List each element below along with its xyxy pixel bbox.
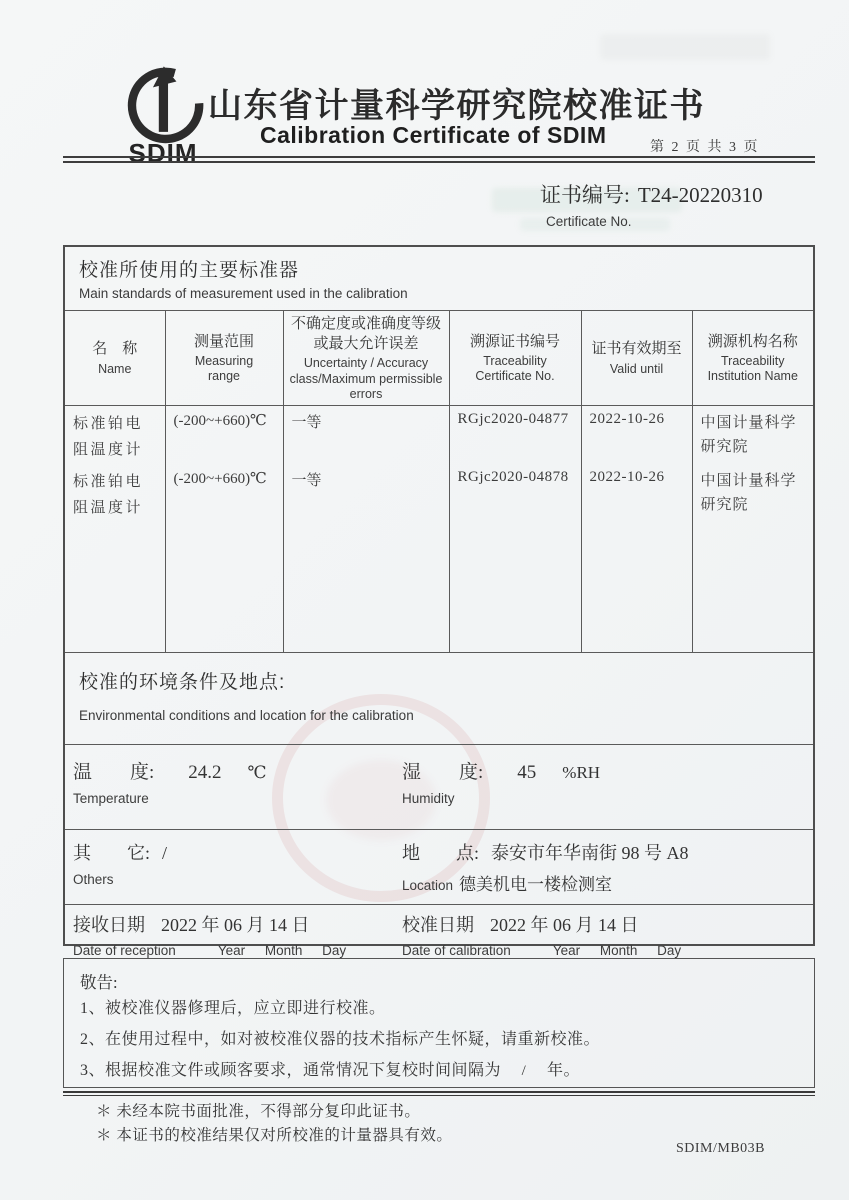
cell-cert-no: RGjc2020-04878 — [449, 464, 581, 652]
standards-table-row — [65, 464, 813, 652]
dates-row — [65, 904, 813, 958]
notice-item-3-suffix: 年。 — [547, 1062, 581, 1079]
reception-date-value: 2022 年 06 月 14 日 — [161, 914, 310, 935]
cell-range: (-200~+660)℃ — [165, 406, 283, 464]
location-value: 泰安市年华南街 98 号 A8 — [491, 842, 689, 863]
main-content-box — [63, 245, 815, 958]
col-header-valid-until: 证书有效期至 Valid until — [581, 311, 692, 406]
humidity-label-en: Humidity — [402, 790, 455, 806]
footer-divider — [63, 1091, 815, 1096]
temperature-value: 24.2 — [188, 761, 222, 783]
temperature-humidity-row — [65, 744, 813, 829]
cell-valid-until: 2022-10-26 — [581, 406, 692, 464]
notice-item-2: 2、在使用过程中，如对被校准仪器的技术指标产生怀疑，请重新校准。 — [80, 1031, 601, 1048]
col-header-traceability-cert: 溯源证书编号 Traceability Certificate No. — [449, 311, 581, 406]
footnote-1: ＊ 未经本院书面批准，不得部分复印此证书。 — [96, 1103, 421, 1120]
reception-ymd-labels: Year Month Day — [217, 942, 347, 958]
standards-title-cn: 校准所使用的主要标准器 — [79, 260, 300, 281]
sdim-logo-icon — [121, 66, 205, 144]
temperature-unit: ℃ — [247, 762, 267, 782]
calibration-date-label: 校准日期 — [402, 914, 474, 935]
certificate-number — [540, 179, 763, 209]
cell-valid-until: 2022-10-26 — [581, 464, 692, 652]
cell-cert-no: RGjc2020-04877 — [449, 406, 581, 464]
col-header-uncertainty: 不确定度或准确度等级或最大允许误差 Uncertainty / Accuracy class/Maximum permissible errors — [283, 311, 449, 406]
location-block — [402, 830, 813, 904]
reception-date-block — [65, 905, 402, 958]
cell-range: (-200~+660)℃ — [165, 464, 283, 652]
cell-accuracy: 一等 — [283, 406, 449, 464]
environment-title-cn: 校准的环境条件及地点: — [79, 671, 286, 693]
col-header-range: 测量范围 Measuring range — [165, 311, 283, 406]
bleedthrough-artifact — [600, 34, 770, 60]
reception-date-label-en: Date of reception — [73, 942, 176, 958]
humidity-value: 45 — [517, 761, 537, 783]
cell-name: 标准铂电阻温度计 — [73, 416, 144, 459]
others-label: 其 它: — [73, 842, 151, 863]
notice-item-3 — [80, 1055, 798, 1088]
others-block — [65, 830, 402, 904]
location-label: 地 点: — [402, 842, 480, 863]
temperature-label: 温 度: — [73, 761, 155, 783]
col-header-name: 名 称 Name — [65, 311, 165, 406]
certificate-number-value: T24-20220310 — [637, 183, 763, 207]
calibration-date-value: 2022 年 06 月 14 日 — [490, 914, 639, 935]
calibration-ymd-labels: Year Month Day — [552, 942, 682, 958]
recalibration-interval-blank: / — [501, 1056, 547, 1088]
certificate-title-cn: 山东省计量科学研究院校准证书 — [208, 88, 705, 125]
standards-table — [65, 310, 813, 652]
standards-table-header-row — [65, 311, 813, 406]
temperature-block — [65, 745, 402, 829]
location-label-en: Location — [402, 877, 454, 893]
calibration-date-block — [402, 905, 813, 958]
cell-accuracy: 一等 — [283, 464, 449, 652]
notice-item-3-text: 3、根据校准文件或顾客要求，通常情况下复校时间间隔为 — [80, 1062, 502, 1079]
cell-institution: 中国计量科学研究院 — [692, 406, 813, 464]
certificate-number-label-en: Certificate No. — [546, 214, 632, 229]
standards-table-row — [65, 406, 813, 464]
humidity-unit: %RH — [562, 762, 601, 782]
footnotes — [96, 1100, 452, 1148]
cell-name: 标准铂电阻温度计 — [73, 473, 144, 516]
standards-title-en: Main standards of measurement used in the calibration — [79, 286, 408, 301]
others-location-row — [65, 829, 813, 904]
cell-institution: 中国计量科学研究院 — [692, 464, 813, 652]
notice-box — [63, 958, 815, 1088]
col-header-institution: 溯源机构名称 Traceability Institution Name — [692, 311, 813, 406]
form-code: SDIM/MB03B — [676, 1141, 766, 1156]
standards-section-header — [65, 247, 813, 310]
certificate-number-label: 证书编号: — [540, 183, 630, 207]
humidity-block — [402, 745, 813, 829]
others-value: / — [162, 842, 168, 863]
others-label-en: Others — [73, 871, 114, 887]
reception-date-label: 接收日期 — [73, 914, 145, 935]
environment-section-header — [65, 652, 813, 744]
temperature-label-en: Temperature — [73, 790, 149, 806]
location-value-line2: 德美机电一楼检测室 — [459, 874, 613, 894]
header-divider — [63, 156, 815, 163]
calibration-date-label-en: Date of calibration — [402, 942, 511, 958]
environment-title-en: Environmental conditions and location for the calibration — [79, 707, 414, 723]
footnote-2: ＊ 本证书的校准结果仅对所校准的计量器具有效。 — [96, 1127, 453, 1144]
logo-text: SDIM — [128, 138, 198, 168]
notice-item-1: 1、被校准仪器修理后，应立即进行校准。 — [80, 1000, 386, 1017]
certificate-title-en: Calibration Certificate of SDIM — [260, 122, 607, 148]
page-number: 第 2 页 共 3 页 — [650, 140, 760, 155]
notice-title: 敬告: — [80, 973, 118, 992]
humidity-label: 湿 度: — [402, 761, 484, 783]
